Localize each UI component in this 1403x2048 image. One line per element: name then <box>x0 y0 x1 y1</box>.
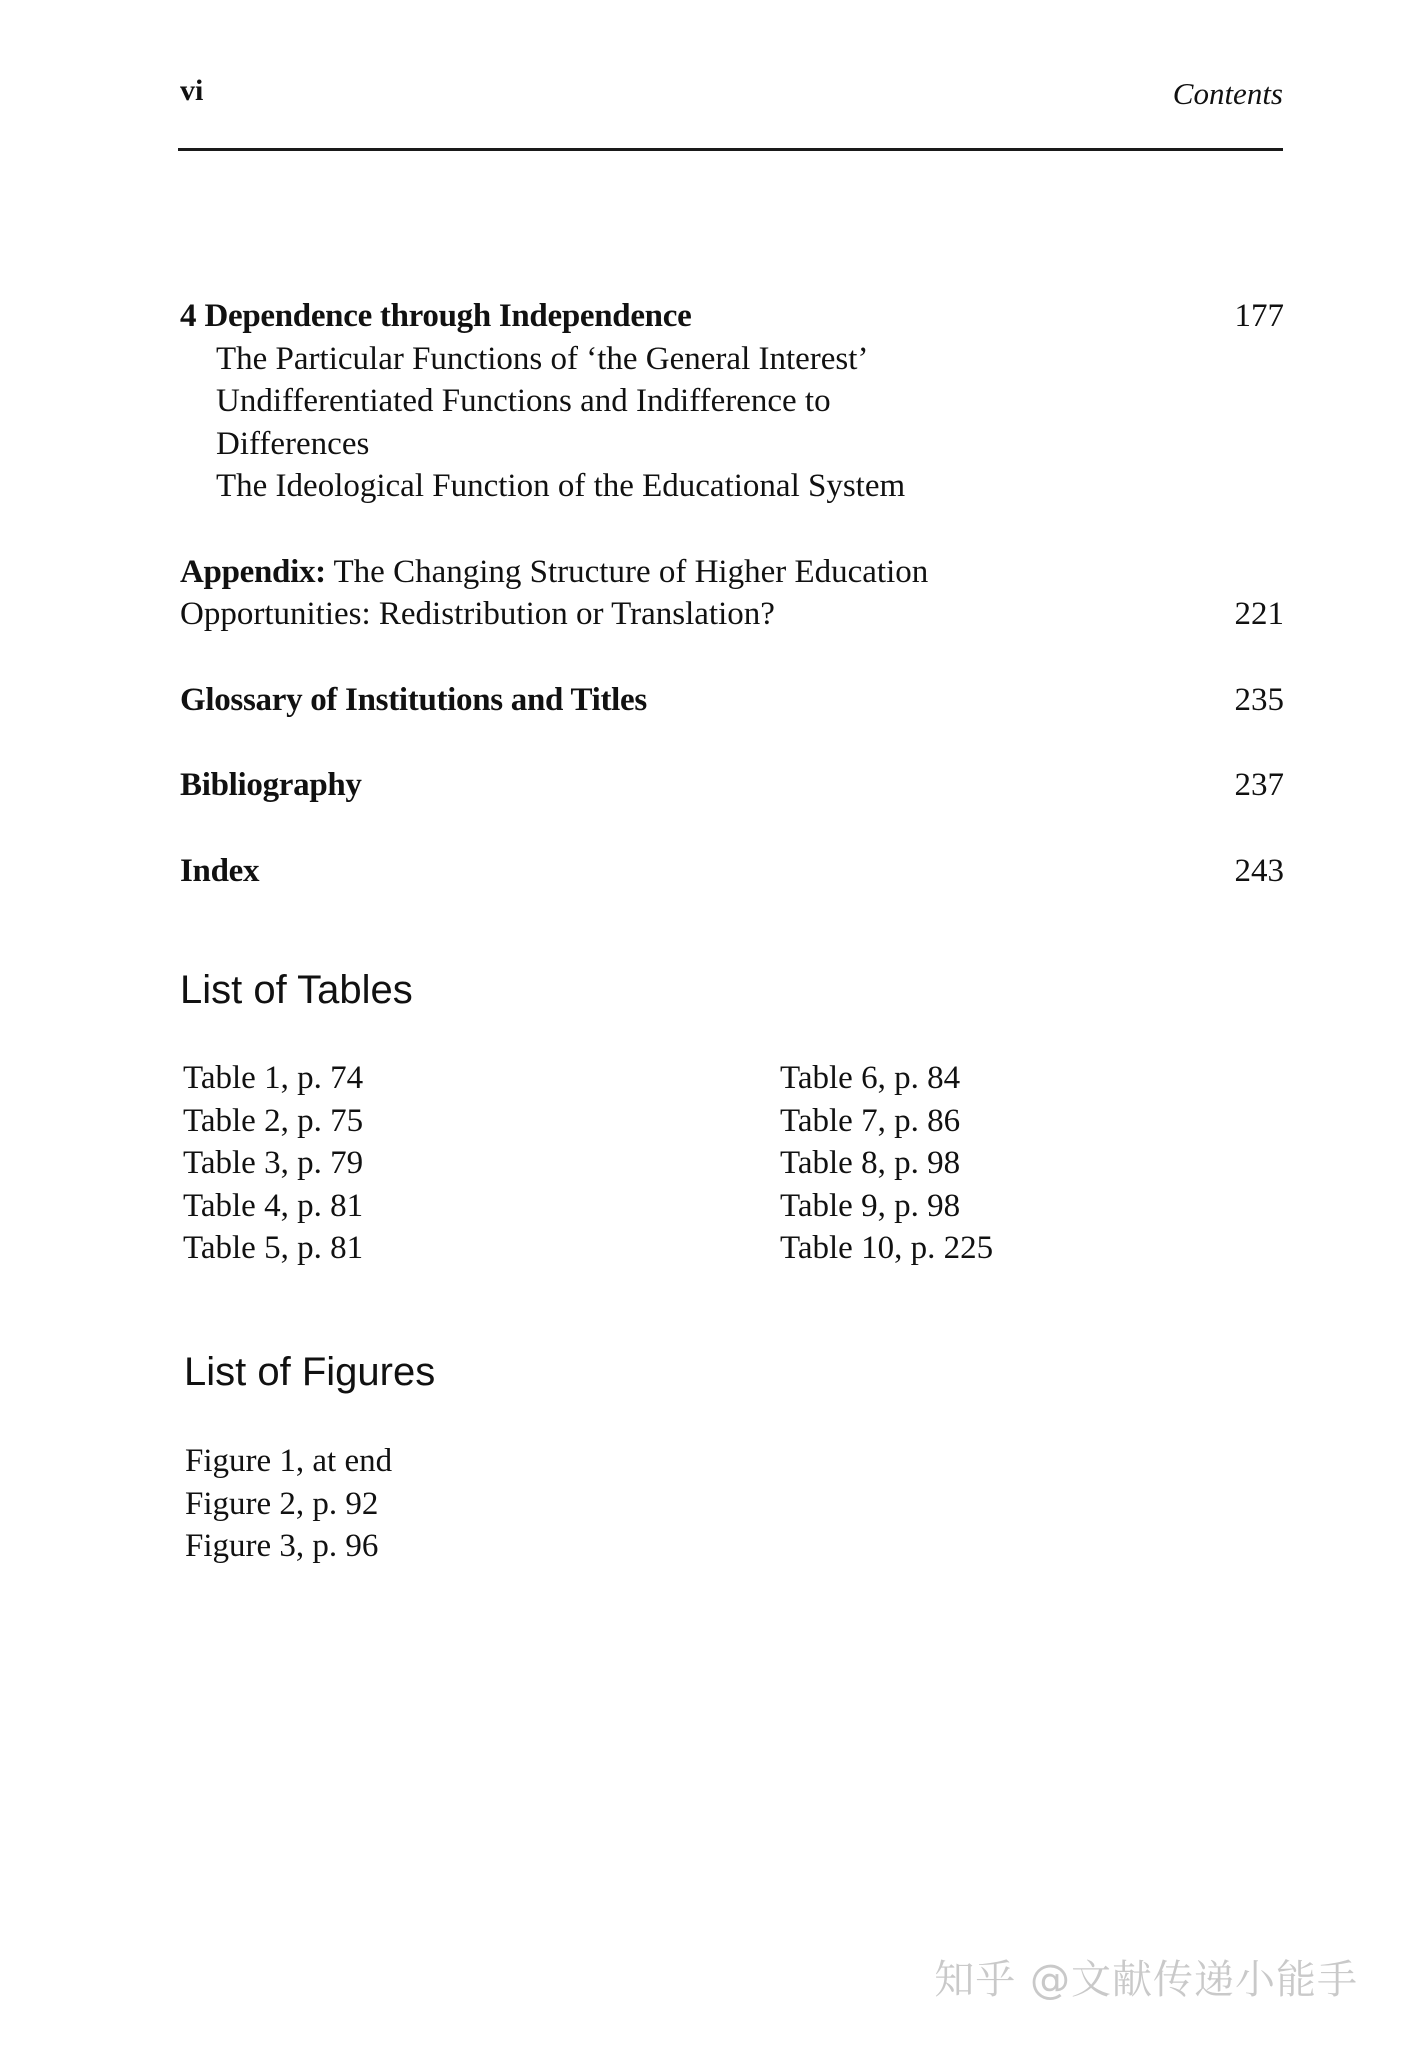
index-page: 243 <box>1234 852 1284 889</box>
toc-entry-appendix-line2 <box>180 593 1284 636</box>
figure-list-item: Figure 1, at end <box>185 1443 393 1479</box>
bibliography-page: 237 <box>1234 767 1284 803</box>
table-list-item: Table 3, p. 79 <box>183 1145 364 1181</box>
list-of-tables-heading: List of Tables <box>180 968 413 1012</box>
tables-right-column <box>780 1057 993 1270</box>
page-number: vi <box>180 74 204 107</box>
table-list-item: Table 1, p. 74 <box>183 1060 364 1096</box>
figure-list-item: Figure 3, p. 96 <box>185 1528 379 1564</box>
figure-list-item: Figure 2, p. 92 <box>185 1485 379 1522</box>
chapter-page: 177 <box>1234 298 1284 334</box>
table-list-item: Table 4, p. 81 <box>183 1187 364 1224</box>
header-rule <box>178 148 1283 151</box>
list-of-figures-heading: List of Figures <box>184 1350 436 1394</box>
toc-entry-appendix <box>180 551 1284 594</box>
chapter-title: Dependence through Independence <box>204 298 692 334</box>
glossary-page: 235 <box>1234 681 1284 718</box>
table-of-contents <box>180 295 1284 892</box>
watermark: 知乎 @文献传递小能手 <box>934 1957 1358 2003</box>
running-title: Contents <box>1172 76 1283 111</box>
toc-subsection: Undifferentiated Functions and Indifference to <box>216 383 831 419</box>
figures-column <box>185 1440 392 1568</box>
toc-entry-glossary <box>180 679 1284 722</box>
toc-entry-bibliography <box>180 764 1284 807</box>
toc-entry-chapter-4 <box>180 295 1284 338</box>
table-list-item: Table 10, p. 225 <box>780 1230 994 1266</box>
appendix-title-line2: Opportunities: Redistribution or Translation? <box>180 596 775 632</box>
bibliography-title: Bibliography <box>180 767 362 803</box>
appendix-title-line1: The Changing Structure of Higher Education <box>325 553 929 590</box>
table-list-item: Table 8, p. 98 <box>780 1145 961 1181</box>
appendix-page: 221 <box>1234 596 1284 632</box>
tables-left-column <box>183 1057 363 1270</box>
table-list-item: Table 7, p. 86 <box>780 1102 961 1139</box>
table-list-item: Table 6, p. 84 <box>780 1060 961 1096</box>
toc-subsection: The Ideological Function of the Educational System <box>216 468 906 504</box>
chapter-number: 4 <box>180 298 197 334</box>
toc-subsection: The Particular Functions of ‘the General Interest’ <box>216 340 869 377</box>
table-list-item: Table 5, p. 81 <box>183 1230 364 1266</box>
table-list-item: Table 2, p. 75 <box>183 1102 364 1139</box>
index-title: Index <box>180 852 260 889</box>
toc-subsection: Differences <box>216 425 370 462</box>
toc-entry-index <box>180 850 1284 893</box>
glossary-title: Glossary of Institutions and Titles <box>180 681 647 718</box>
table-list-item: Table 9, p. 98 <box>780 1187 961 1224</box>
appendix-label: Appendix: <box>180 553 326 590</box>
